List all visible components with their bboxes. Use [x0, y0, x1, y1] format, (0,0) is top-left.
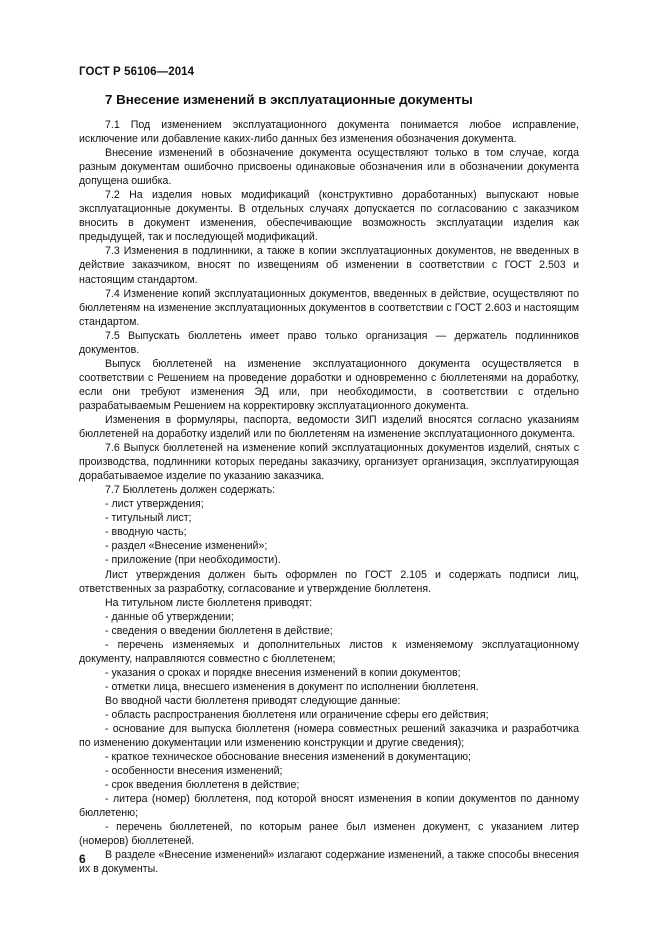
list-item: - данные об утверждении; [105, 610, 234, 623]
paragraph-7-7: 7.7 Бюллетень должен содержать: [105, 484, 276, 497]
page-number: 6 [79, 852, 86, 866]
list-item: - приложение (при необходимости). [105, 554, 281, 567]
paragraph: Во вводной части бюллетеня приводят следующие данные: [105, 694, 401, 707]
paragraph: В разделе «Внесение изменений» излагают содержание изменений, а также способы внесения их в документы. [79, 849, 579, 876]
paragraph: Лист утверждения должен быть оформлен по ГОСТ 2.105 и содержать подписи лиц, ответственных за разработку, согласование и утверждение бюллетеня. [79, 568, 579, 595]
list-item: - сведения о введении бюллетеня в действие; [105, 624, 333, 637]
paragraph: На титульном листе бюллетеня приводят: [105, 596, 313, 609]
list-item: - отметки лица, внесшего изменения в документ по исполнении бюллетеня. [105, 680, 479, 693]
paragraph: Изменения в формуляры, паспорта, ведомости ЗИП изделий вносятся согласно указаниям бюллетеней на доработку изделий или по бюллетеням на изменение эксплуатационного документа. [79, 413, 579, 441]
list-item: - указания о сроках и порядке внесения изменений в копии документов; [105, 666, 461, 679]
list-item: - краткое техническое обоснование внесения изменений в документацию; [105, 751, 471, 764]
paragraph-7-6: 7.6 Выпуск бюллетеней на изменение копий эксплуатационных документов изделий, снятых с производства, подлинники которых переданы заказчику, организует организация, эксплуатирующая дорабатываемое изделие по указанию заказчика. [79, 442, 579, 483]
list-item: - особенности внесения изменений; [105, 765, 283, 778]
list-item: - перечень бюллетеней, по которым ранее был изменен документ, с указанием литер (номеров) бюллетеней. [79, 821, 579, 848]
list-item: - вводную часть; [105, 526, 187, 539]
list-item: - область распространения бюллетеня или ограничение сферы его действия; [105, 708, 489, 721]
section-title: 7 Внесение изменений в эксплуатационные документы [105, 92, 473, 107]
list-item: - литера (номер) бюллетеня, под которой вносят изменения в копии документов по данному бюллетеню; [79, 793, 579, 820]
paragraph-7-5: 7.5 Выпускать бюллетень имеет право только организация — держатель подлинников документов. [79, 329, 579, 356]
list-item: - титульный лист; [105, 512, 192, 525]
paragraph-7-3: 7.3 Изменения в подлинники, а также в копии эксплуатационных документов, не введенных в действие заказчиком, вносят по извещениям об изменении в соответствии с ГОСТ 2.503 и настоящим стандартом. [79, 245, 579, 286]
list-item: - раздел «Внесение изменений»; [105, 540, 268, 553]
paragraph-7-2: 7.2 На изделия новых модификаций (конструктивно доработанных) выпускают новые эксплуатационные документы. В отдельных случаях допускается по согласованию с заказчиком вносить в документ изменения, обеспечивающие возможность эксплуатации изделия как предыдущей, так и последующей модификаций. [79, 189, 579, 244]
list-item: - срок введения бюллетеня в действие; [105, 779, 300, 792]
paragraph-7-4: 7.4 Изменение копий эксплуатационных документов, введенных в действие, осуществляют по бюллетеням на изменение эксплуатационных документов в соответствии с ГОСТ 2.603 и настоящим стандартом. [79, 287, 579, 328]
list-item: - основание для выпуска бюллетеня (номера совместных решений заказчика и разработчика по изменению документации или изменению конструкции и другие сведения); [79, 723, 579, 750]
paragraph: Выпуск бюллетеней на изменение эксплуатационного документа осуществляется в соответствии с Решением на проведение доработки и одновременно с бюллетенями на доработку, если они требуют изменения ЭД или, при необходимости, в соответствии с отдельно разрабатываемым Решением на корректировку эксплуатационного документа. [79, 357, 579, 412]
paragraph: Внесение изменений в обозначение документа осуществляют только в том случае, когда разным документам ошибочно присвоены одинаковые обозначения или в обозначении документа допущена ошибка. [79, 147, 579, 188]
document-header: ГОСТ Р 56106—2014 [79, 66, 195, 78]
list-item: - перечень изменяемых и дополнительных листов к изменяемому эксплуатационному документу, направляются совместно с бюллетенем; [79, 638, 579, 665]
paragraph-7-1: 7.1 Под изменением эксплуатационного документа понимается любое исправление, исключение или добавление каких-либо данных без изменения обозначения документа. [79, 119, 579, 146]
section-body [79, 118, 579, 877]
list-item: - лист утверждения; [105, 498, 204, 511]
